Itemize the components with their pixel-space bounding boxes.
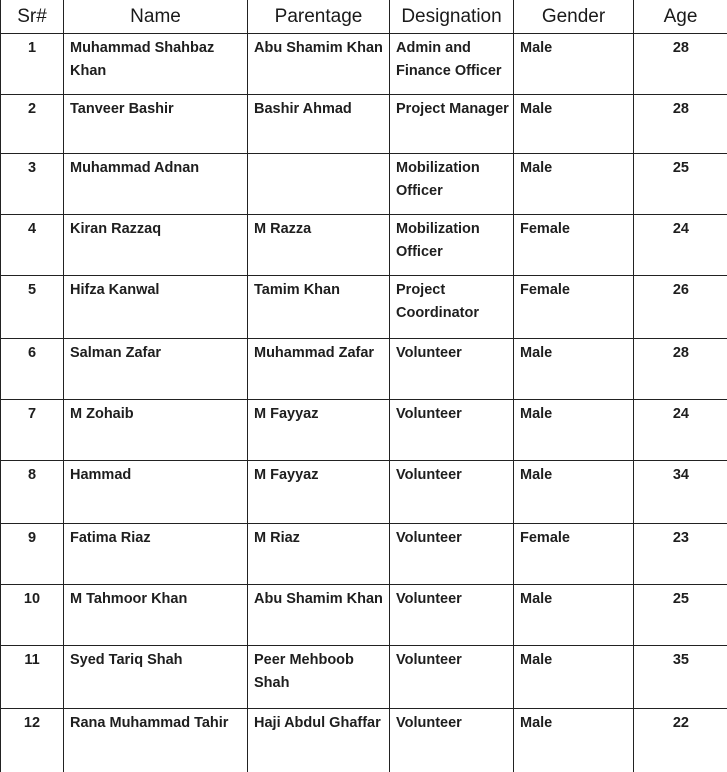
cell-name: Kiran Razzaq	[64, 215, 248, 276]
cell-gender: Male	[514, 646, 634, 709]
cell-designation: Volunteer	[390, 339, 514, 400]
cell-parentage: Abu Shamim Khan	[248, 34, 390, 95]
cell-designation: Project Manager	[390, 95, 514, 154]
cell-sr: 6	[1, 339, 64, 400]
table-row	[1, 646, 727, 709]
cell-age: 28	[634, 339, 727, 400]
cell-age: 24	[634, 400, 727, 461]
cell-age: 24	[634, 215, 727, 276]
cell-sr: 10	[1, 585, 64, 646]
table-row	[1, 461, 727, 524]
cell-gender: Male	[514, 585, 634, 646]
cell-parentage: M Riaz	[248, 524, 390, 585]
cell-designation: Project Coordinator	[390, 276, 514, 339]
header-designation: Designation	[390, 0, 514, 34]
cell-parentage: Haji Abdul Ghaffar	[248, 709, 390, 772]
cell-parentage: Muhammad Zafar	[248, 339, 390, 400]
cell-gender: Female	[514, 276, 634, 339]
cell-designation: Volunteer	[390, 709, 514, 772]
cell-parentage: M Fayyaz	[248, 400, 390, 461]
cell-gender: Male	[514, 339, 634, 400]
cell-name: Hifza Kanwal	[64, 276, 248, 339]
cell-sr: 3	[1, 154, 64, 215]
cell-name: Hammad	[64, 461, 248, 524]
cell-parentage	[248, 154, 390, 215]
cell-name: Syed Tariq Shah	[64, 646, 248, 709]
cell-name: M Zohaib	[64, 400, 248, 461]
cell-age: 23	[634, 524, 727, 585]
cell-gender: Male	[514, 95, 634, 154]
cell-designation: Volunteer	[390, 646, 514, 709]
cell-sr: 8	[1, 461, 64, 524]
table-row	[1, 400, 727, 461]
table-row	[1, 339, 727, 400]
cell-designation: Volunteer	[390, 461, 514, 524]
cell-designation: Volunteer	[390, 524, 514, 585]
table-row	[1, 524, 727, 585]
cell-name: Muhammad Shahbaz Khan	[64, 34, 248, 95]
cell-sr: 11	[1, 646, 64, 709]
cell-gender: Male	[514, 400, 634, 461]
cell-gender: Female	[514, 524, 634, 585]
cell-parentage: Abu Shamim Khan	[248, 585, 390, 646]
cell-sr: 4	[1, 215, 64, 276]
cell-age: 28	[634, 95, 727, 154]
table-row	[1, 154, 727, 215]
cell-age: 34	[634, 461, 727, 524]
header-name: Name	[64, 0, 248, 34]
cell-designation: Volunteer	[390, 400, 514, 461]
cell-parentage: Bashir Ahmad	[248, 95, 390, 154]
cell-age: 35	[634, 646, 727, 709]
cell-gender: Male	[514, 709, 634, 772]
cell-name: Tanveer Bashir	[64, 95, 248, 154]
cell-parentage: Tamim Khan	[248, 276, 390, 339]
cell-sr: 1	[1, 34, 64, 95]
cell-gender: Male	[514, 34, 634, 95]
cell-parentage: Peer Mehboob Shah	[248, 646, 390, 709]
table-row	[1, 215, 727, 276]
header-row	[1, 0, 727, 34]
cell-name: Fatima Riaz	[64, 524, 248, 585]
cell-age: 22	[634, 709, 727, 772]
table-row	[1, 34, 727, 95]
header-gender: Gender	[514, 0, 634, 34]
cell-gender: Female	[514, 215, 634, 276]
header-age: Age	[634, 0, 727, 34]
cell-name: Rana Muhammad Tahir	[64, 709, 248, 772]
cell-sr: 2	[1, 95, 64, 154]
cell-name: Salman Zafar	[64, 339, 248, 400]
header-parentage: Parentage	[248, 0, 390, 34]
cell-sr: 7	[1, 400, 64, 461]
table-row	[1, 585, 727, 646]
cell-name: Muhammad Adnan	[64, 154, 248, 215]
table-row	[1, 276, 727, 339]
cell-age: 26	[634, 276, 727, 339]
cell-age: 25	[634, 585, 727, 646]
cell-parentage: M Razza	[248, 215, 390, 276]
cell-gender: Male	[514, 154, 634, 215]
cell-designation: Volunteer	[390, 585, 514, 646]
table-row	[1, 95, 727, 154]
cell-designation: Admin and Finance Officer	[390, 34, 514, 95]
cell-sr: 5	[1, 276, 64, 339]
cell-gender: Male	[514, 461, 634, 524]
cell-age: 28	[634, 34, 727, 95]
cell-designation: Mobilization Officer	[390, 215, 514, 276]
cell-name: M Tahmoor Khan	[64, 585, 248, 646]
table-row	[1, 709, 727, 772]
cell-sr: 12	[1, 709, 64, 772]
cell-parentage: M Fayyaz	[248, 461, 390, 524]
header-sr: Sr#	[1, 0, 64, 34]
cell-sr: 9	[1, 524, 64, 585]
cell-designation: Mobilization Officer	[390, 154, 514, 215]
cell-age: 25	[634, 154, 727, 215]
